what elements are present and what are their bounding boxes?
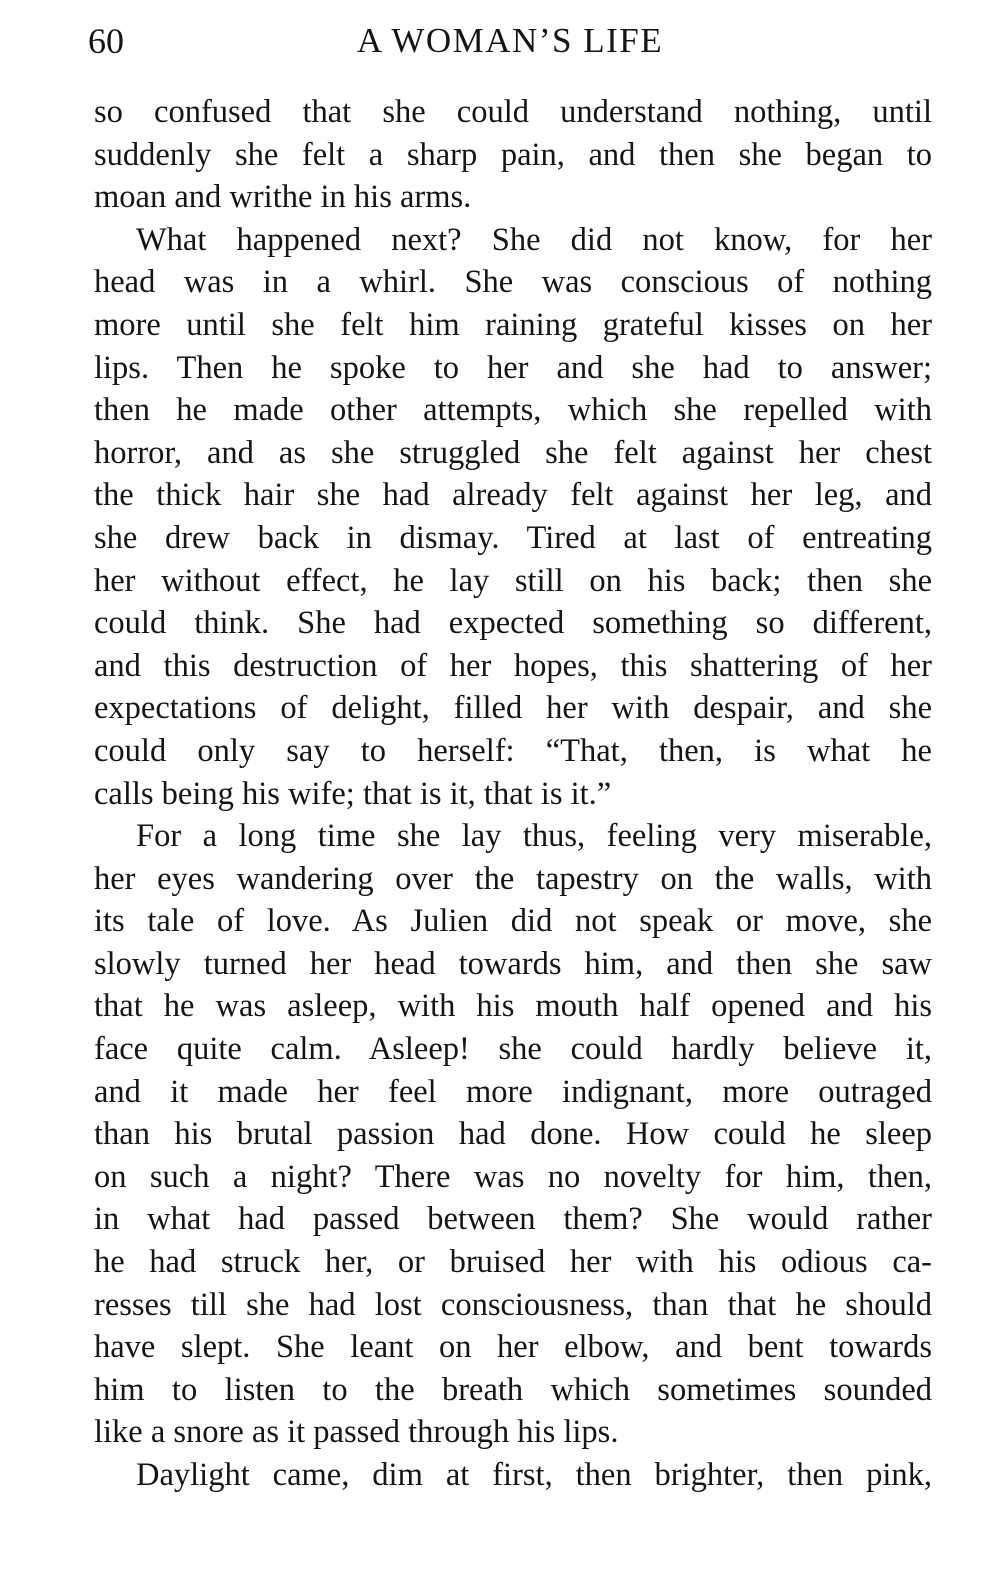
text-line: suddenly she felt a sharp pain, and then she began to [94,136,932,173]
text-line: the thick hair she had already felt against her leg, and [94,477,932,514]
text-line: than his brutal passion had done. How could he sleep [94,1116,932,1153]
text-line: her without effect, he lay still on his back; then she [94,562,932,599]
text-line: he had struck her, or bruised her with his odious ca- [94,1244,932,1281]
text-line: more until she felt him raining grateful kisses on her [94,306,932,343]
text-line: head was in a whirl. She was conscious of nothing [94,264,932,301]
text-line: him to listen to the breath which sometimes sounded [94,1371,932,1408]
paragraph-start-line: What happened next? She did not know, for her [136,221,932,258]
text-line: could only say to herself: “That, then, is what he [94,732,932,769]
text-line: and this destruction of her hopes, this shattering of her [94,647,932,684]
text-line: lips. Then he spoke to her and she had to answer; [94,349,932,386]
paragraph-start-line: Daylight came, dim at first, then brighter, then pink, [136,1457,932,1493]
text-line: in what had passed between them? She would rather [94,1201,932,1238]
text-line: her eyes wandering over the tapestry on the walls, with [94,860,932,897]
text-line: have slept. She leant on her elbow, and bent towards [94,1329,932,1366]
text-line: resses till she had lost consciousness, than that he should [94,1286,932,1323]
text-line: horror, and as she struggled she felt against her chest [94,434,932,471]
text-line: its tale of love. As Julien did not speak or move, she [94,903,932,940]
text-line: so confused that she could understand nothing, until [94,94,932,130]
text-line: she drew back in dismay. Tired at last of entreating [94,519,932,556]
text-line: on such a night? There was no novelty for him, then, [94,1158,932,1195]
text-line: face quite calm. Asleep! she could hardly believe it, [94,1031,932,1068]
text-line: that he was asleep, with his mouth half opened and his [94,988,932,1025]
body-text [94,91,932,1497]
text-line: then he made other attempts, which she repelled with [94,392,932,429]
text-line: moan and writhe in his arms. [94,179,472,216]
text-line: and it made her feel more indignant, more outraged [94,1073,932,1110]
paragraph-start-line: For a long time she lay thus, feeling very miserable, [136,818,932,855]
text-line: slowly turned her head towards him, and then she saw [94,945,932,982]
text-line: could think. She had expected something so different, [94,605,932,642]
text-line: calls being his wife; that is it, that is it.” [94,775,612,812]
page-number: 60 [88,21,124,61]
page-header [88,18,932,68]
text-line: like a snore as it passed through his lips. [94,1414,619,1451]
running-title: A WOMAN’S LIFE [356,21,664,60]
text-line: expectations of delight, filled her with despair, and she [94,690,932,727]
